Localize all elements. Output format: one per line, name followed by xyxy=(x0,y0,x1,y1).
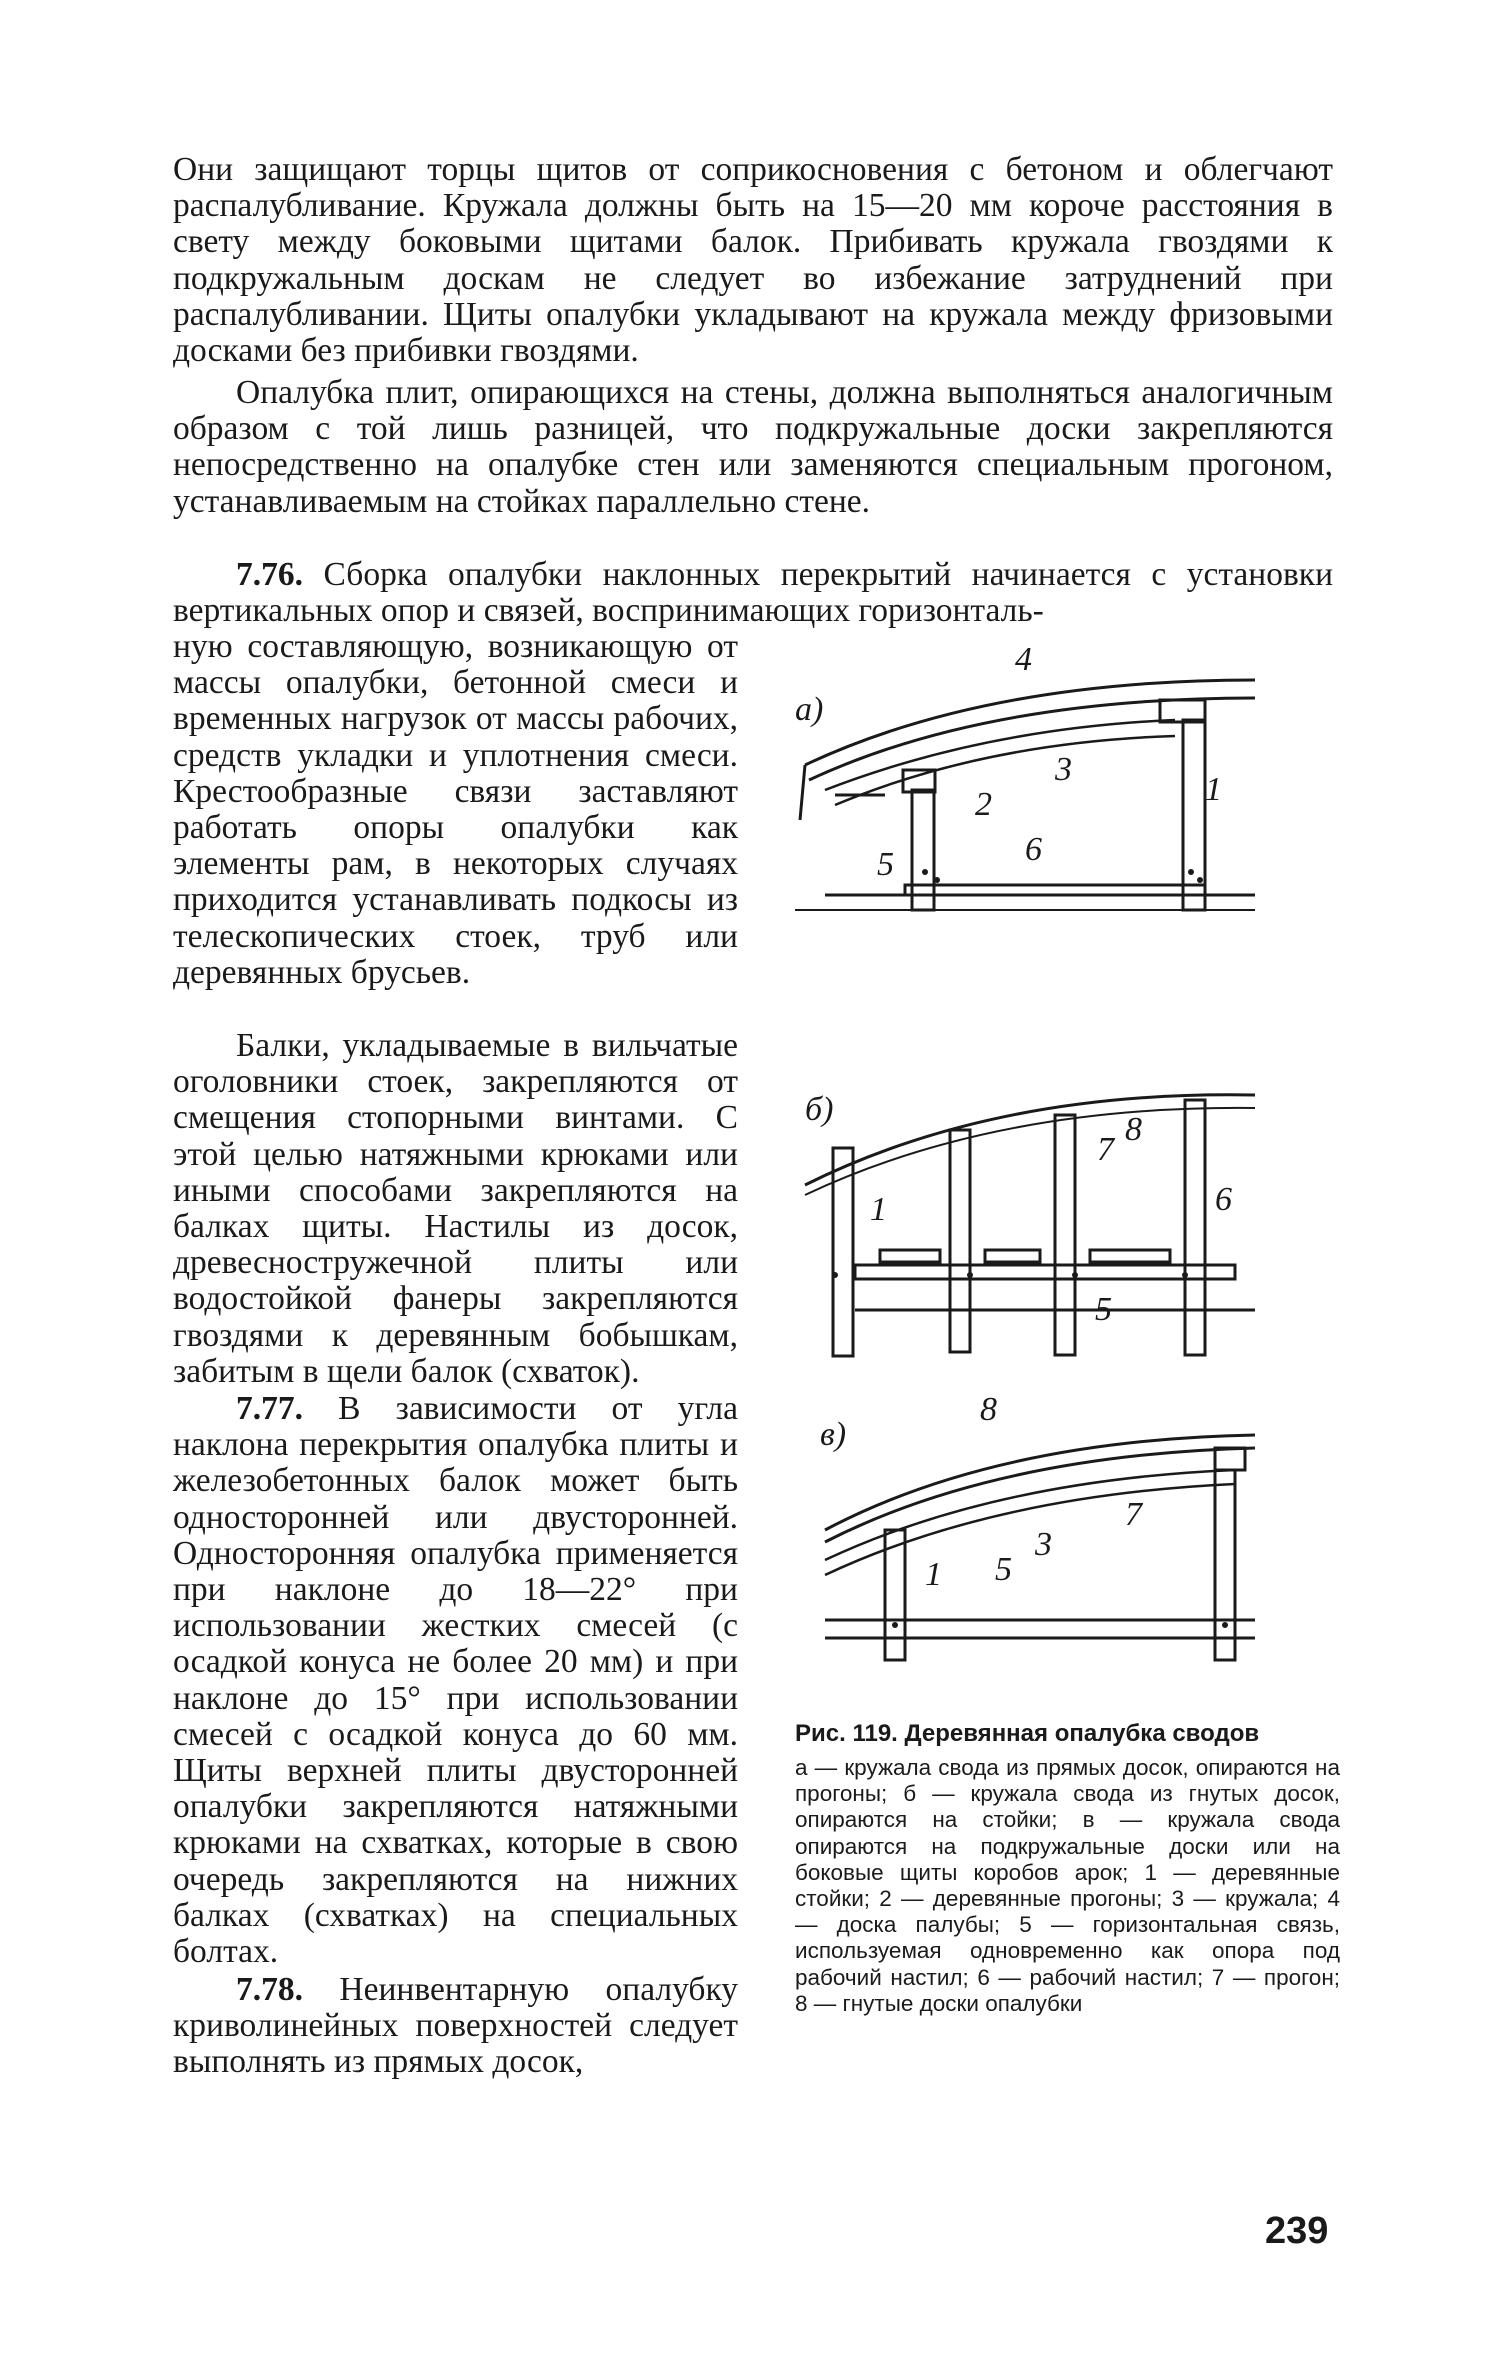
section-7-77 xyxy=(173,1391,738,1970)
paragraph-continued: Они защищают торцы щитов от соприкосновения с бетоном и облегчают распалубливание. Кружала должны быть на 15—20 мм короче расстояния в свету между боковыми щитами балок. Прибивать кружала гвоздями к подкружальным доскам не следует во избежание затруднений при распалубливании. Щиты опалубки укладывают на кружала между фризовыми досками без прибивки гвоздями. xyxy=(173,151,1333,370)
figure-panel-b xyxy=(795,1060,1265,1370)
paragraph-slab-formwork: Опалубка плит, опирающихся на стены, должна выполняться аналогичным образом с той лишь разницей, что подкружальные доски закрепляются непосредственно на опалубке стен или заменяются специальным прогоном, устанавливаемым на стойках параллельно стене. xyxy=(173,374,1333,520)
label-1: 1 xyxy=(925,1556,942,1593)
section-text: В зависимости от угла наклона перекрытия опалубка плиты и железобетонных балок может быть односторонней или двусторонней. Односторонняя опалубка применяется при наклоне до 18—22° при использовании жестких смесей (с осадкой конуса не более 20 мм) и при наклоне до 15° при использовании смесей с осадкой конуса до 60 мм. Щиты верхней плиты двусторонней опалубки закрепляются натяжными крюками на схватках, которые в свою очередь закрепляются на нижних балках (схватках) на специальных болтах. xyxy=(173,1390,738,1971)
figure-panel-c xyxy=(795,1380,1265,1690)
formwork-drawing-a xyxy=(795,640,1265,960)
label-3: 3 xyxy=(1035,1526,1052,1563)
section-text: Сборка опалубки наклонных перекрытий начинается с установки вертикальных опор и связей, воспринимающих горизонталь- xyxy=(173,556,1334,630)
label-7: 7 xyxy=(1125,1496,1142,1533)
label-3: 3 xyxy=(1055,751,1072,788)
figure-panel-a xyxy=(795,640,1265,960)
panel-letter: а) xyxy=(795,691,824,728)
label-8: 8 xyxy=(1125,1111,1142,1148)
section-text: Неинвентарную опалубку криволинейных поверхностей следует выполнять из прямых досок, xyxy=(173,1971,739,2081)
label-6: 6 xyxy=(1025,831,1042,868)
label-4: 4 xyxy=(1015,641,1032,678)
formwork-drawing-b xyxy=(795,1060,1265,1370)
label-1: 1 xyxy=(870,1191,887,1228)
label-8: 8 xyxy=(980,1391,997,1428)
paragraph-beams: Балки, укладываемые в вильчатые оголовники стоек, закрепляются от смещения стопорными винтами. С этой целью натяжными крюками или иными способами закрепляются на балках щиты. Настилы из досок, древесностружечной плиты или водостойкой фанеры закрепляются гвоздями к деревянным бобышкам, забитым в щели балок (схваток). xyxy=(173,1027,738,1390)
label-6: 6 xyxy=(1215,1181,1232,1218)
section-number: 7.78. xyxy=(236,1971,303,2008)
page-number: 239 xyxy=(1265,2210,1329,2252)
formwork-drawing-c xyxy=(795,1380,1265,1690)
label-5: 5 xyxy=(1095,1291,1112,1328)
section-number: 7.76. xyxy=(236,556,303,593)
label-7: 7 xyxy=(1097,1131,1114,1168)
caption-title: Рис. 119. Деревянная опалубка сводов xyxy=(795,1720,1260,1747)
caption-body: а — кружала свода из прямых досок, опираются на прогоны; б — кружала свода из гнутых досок, опираются на стойки; в — кружала свода опираются на подкружальные доски или на боковые щиты коробов арок; 1 — деревянные стойки; 2 — деревянные прогоны; 3 — кружала; 4 — доска палубы; 5 — горизонтальная связь, используемая одновременно как опора под рабочий настил; 6 — рабочий настил; 7 — прогон; 8 — гнутые доски опалубки xyxy=(795,1755,1340,2016)
label-1: 1 xyxy=(1205,771,1222,808)
label-5: 5 xyxy=(877,846,894,883)
panel-letter: в) xyxy=(820,1416,847,1453)
section-number: 7.77. xyxy=(236,1390,303,1427)
label-5: 5 xyxy=(995,1551,1012,1588)
section-7-78 xyxy=(173,1972,738,2081)
panel-letter: б) xyxy=(805,1091,834,1128)
label-2: 2 xyxy=(975,786,992,823)
section-7-76-intro xyxy=(173,557,1333,629)
figure-caption xyxy=(795,1720,1340,2017)
section-7-76-continuation: ную составляющую, возникающую от массы опалубки, бетонной смеси и временных нагрузок от массы рабочих, средств укладки и уплотнения смеси. Крестообразные связи заставляют работать опоры опалубки как элементы рам, в некоторых случаях приходится устанавливать подкосы из телескопических стоек, труб или деревянных брусьев. xyxy=(173,628,738,991)
